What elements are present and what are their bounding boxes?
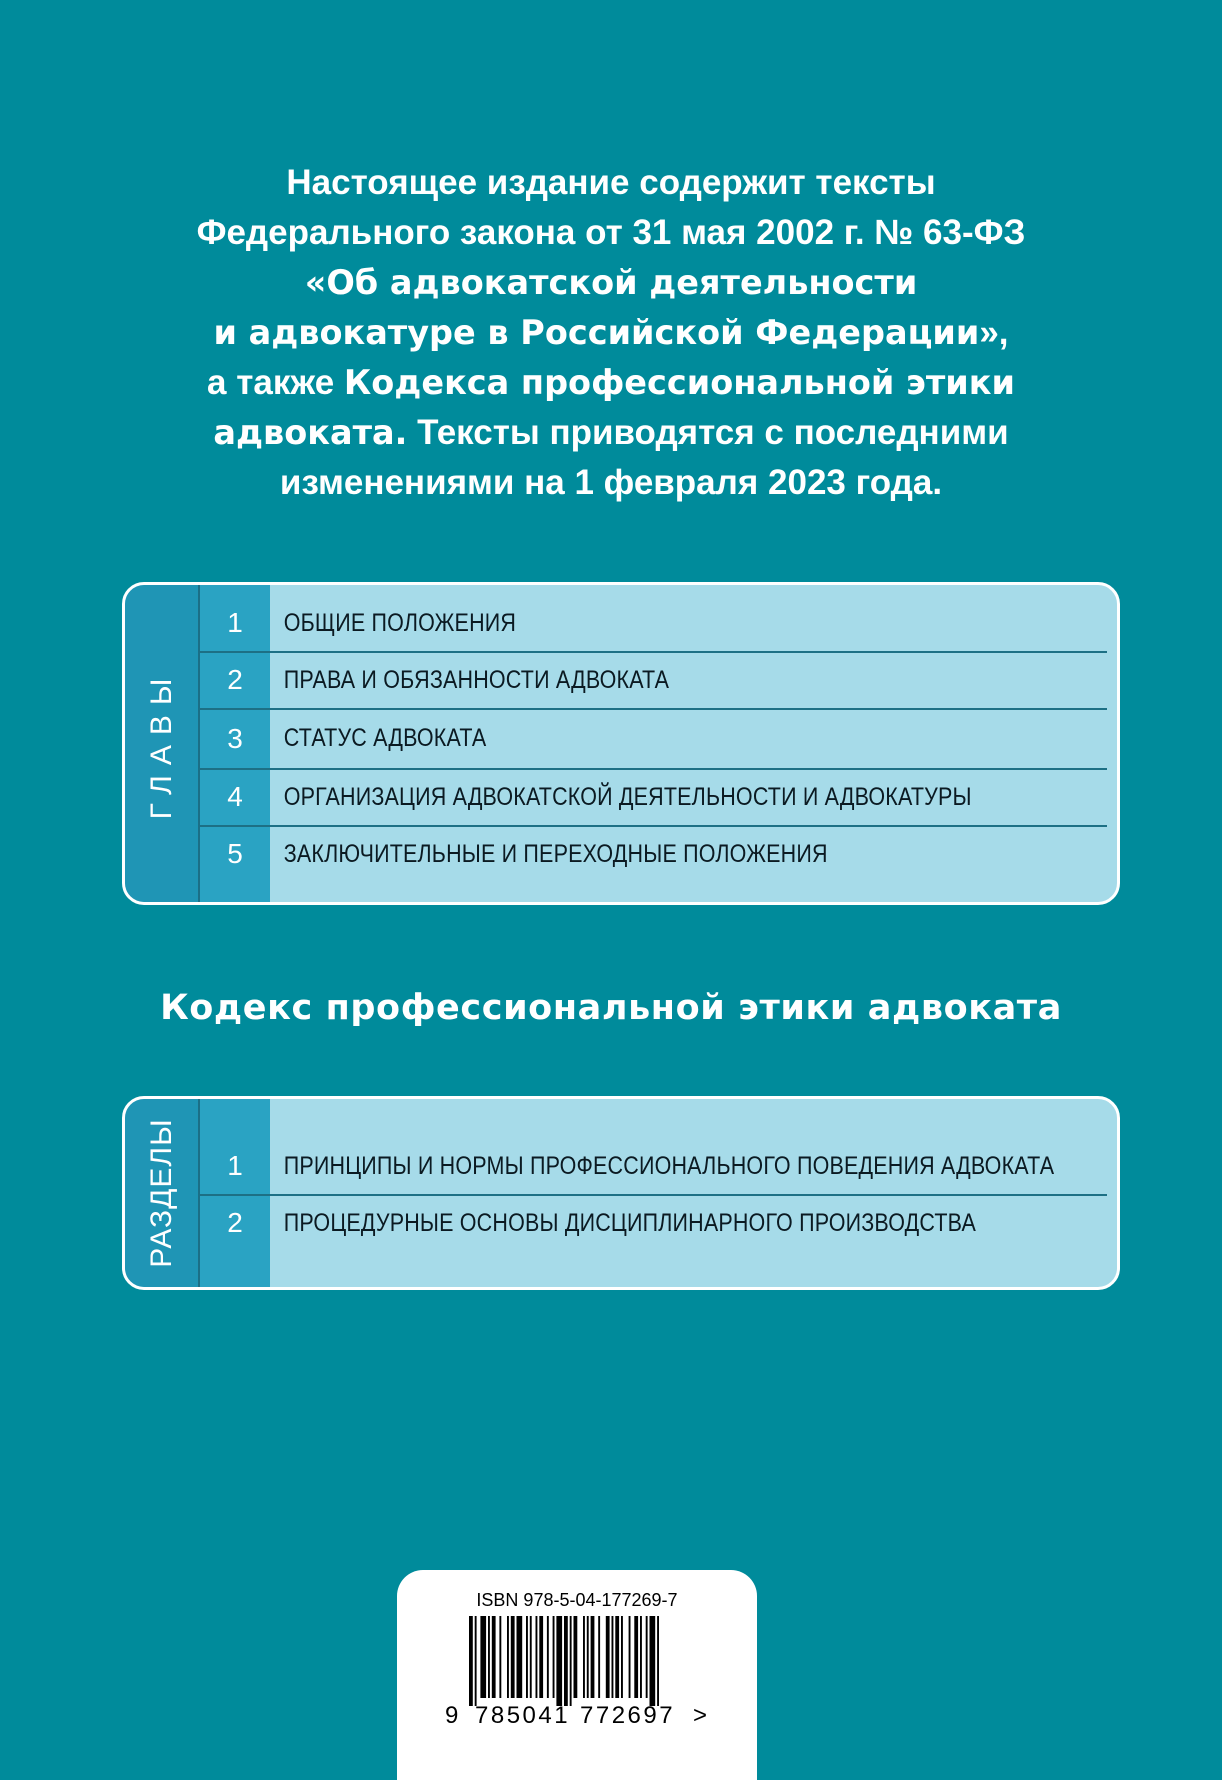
barcode-bar bbox=[507, 1616, 509, 1698]
kodeks-heading: Кодекс профессиональной этики адвоката bbox=[160, 988, 1062, 1028]
barcode-bar bbox=[526, 1616, 528, 1698]
barcode-bar bbox=[583, 1616, 585, 1698]
barcode-bar bbox=[587, 1616, 589, 1698]
chapter-row bbox=[200, 826, 1107, 882]
section-row bbox=[200, 1138, 1107, 1196]
barcode-bar bbox=[480, 1616, 486, 1698]
barcode-digit-first: 9 bbox=[445, 1702, 461, 1729]
intro-line-5-start: а также bbox=[207, 363, 344, 402]
barcode-bar bbox=[621, 1616, 623, 1698]
intro-line-1: Настоящее издание содержит тексты bbox=[286, 163, 936, 202]
chapter-row bbox=[200, 652, 1107, 710]
barcode-bar bbox=[475, 1616, 477, 1706]
barcode-bar bbox=[657, 1616, 659, 1706]
intro-line-4-law-title: и адвокатуре в Российской Федерации bbox=[213, 313, 980, 352]
barcode-bar bbox=[646, 1616, 648, 1698]
chapter-title: СТАТУС АДВОКАТА bbox=[283, 724, 487, 752]
barcode-digit-group-2: 772697 bbox=[580, 1702, 676, 1729]
barcode-bar bbox=[598, 1616, 600, 1698]
chapters-side-tab bbox=[125, 585, 200, 902]
intro-line-6-code-title: адвоката. bbox=[213, 413, 408, 452]
barcode-bar bbox=[629, 1616, 631, 1698]
intro-line-2: Федерального закона от 31 мая 2002 г. № 63-ФЗ bbox=[196, 213, 1026, 252]
barcode-bar bbox=[615, 1616, 619, 1698]
section-row bbox=[200, 1195, 1107, 1251]
intro-line-3: «Об адвокатской деятельности bbox=[304, 263, 918, 302]
section-number: 2 bbox=[227, 1207, 243, 1238]
chapter-title: ПРАВА И ОБЯЗАННОСТИ АДВОКАТА bbox=[283, 665, 670, 694]
barcode-bar bbox=[640, 1616, 642, 1698]
barcode-digit-group-1: 785041 bbox=[475, 1702, 571, 1729]
barcode-bar bbox=[492, 1616, 496, 1698]
intro-line-6 bbox=[80, 408, 1142, 458]
barcode-bar bbox=[606, 1616, 610, 1698]
chapter-row bbox=[200, 595, 1107, 653]
section-title: ПРОЦЕДУРНЫЕ ОСНОВЫ ДИСЦИПЛИНАРНОГО ПРОИЗВОДСТВА bbox=[283, 1208, 976, 1237]
barcode-area bbox=[397, 1570, 757, 1780]
barcode-graphic bbox=[469, 1616, 689, 1706]
intro-line-7: изменениями на 1 февраля 2023 года. bbox=[279, 463, 943, 502]
barcode-bar bbox=[499, 1616, 501, 1698]
chapter-row bbox=[200, 709, 1107, 770]
chapter-number: 5 bbox=[227, 838, 243, 869]
section-number: 1 bbox=[227, 1150, 243, 1181]
chapter-row bbox=[200, 769, 1107, 827]
barcode-bar bbox=[547, 1616, 549, 1698]
barcode-digit-end: > bbox=[693, 1702, 710, 1729]
barcode-bar bbox=[511, 1616, 515, 1698]
barcode-bar bbox=[574, 1616, 578, 1698]
isbn-label: ISBN 978-5-04-177269-7 bbox=[476, 1590, 678, 1610]
barcode-bar bbox=[650, 1616, 656, 1706]
intro-line-5 bbox=[80, 358, 1142, 408]
intro-line-4 bbox=[80, 308, 1142, 358]
chapter-title: ОБЩИЕ ПОЛОЖЕНИЯ bbox=[283, 608, 517, 637]
barcode-bar bbox=[530, 1616, 532, 1698]
sections-panel bbox=[122, 1096, 1120, 1290]
barcode-bar bbox=[469, 1616, 473, 1706]
chapter-number: 2 bbox=[227, 664, 243, 695]
barcode-bar bbox=[536, 1616, 538, 1698]
barcode-bar bbox=[634, 1616, 638, 1698]
barcode-bar bbox=[553, 1616, 555, 1698]
intro-text bbox=[80, 158, 1142, 508]
chapter-number: 4 bbox=[227, 781, 243, 812]
section-title: ПРИНЦИПЫ И НОРМЫ ПРОФЕССИОНАЛЬНОГО ПОВЕДЕНИЯ АДВОКАТА bbox=[283, 1151, 1055, 1180]
chapters-panel bbox=[122, 582, 1120, 905]
intro-line-5-code-title: Кодекса профессиональной этики bbox=[343, 363, 1015, 402]
barcode-bar bbox=[488, 1616, 490, 1698]
intro-line-6-end: Тексты приводятся с последними bbox=[407, 413, 1009, 452]
chapter-number: 1 bbox=[227, 607, 243, 638]
sections-side-tab bbox=[125, 1099, 200, 1287]
barcode-bar bbox=[612, 1616, 614, 1698]
chapters-side-label: ГЛАВЫ bbox=[144, 668, 178, 819]
barcode-bar bbox=[539, 1616, 543, 1698]
chapter-title: ЗАКЛЮЧИТЕЛЬНЫЕ И ПЕРЕХОДНЫЕ ПОЛОЖЕНИЯ bbox=[283, 839, 828, 868]
barcode-bar bbox=[556, 1616, 562, 1706]
barcode-bar bbox=[564, 1616, 568, 1706]
chapter-number: 3 bbox=[227, 722, 243, 754]
barcode-bar bbox=[517, 1616, 523, 1698]
sections-side-label: РАЗДЕЛЫ bbox=[144, 1118, 178, 1268]
intro-line-4-end: », bbox=[979, 313, 1009, 352]
chapter-title: ОРГАНИЗАЦИЯ АДВОКАТСКОЙ ДЕЯТЕЛЬНОСТИ И АДВОКАТУРЫ bbox=[283, 782, 972, 811]
barcode-bar bbox=[570, 1616, 572, 1706]
barcode-bar bbox=[591, 1616, 595, 1698]
